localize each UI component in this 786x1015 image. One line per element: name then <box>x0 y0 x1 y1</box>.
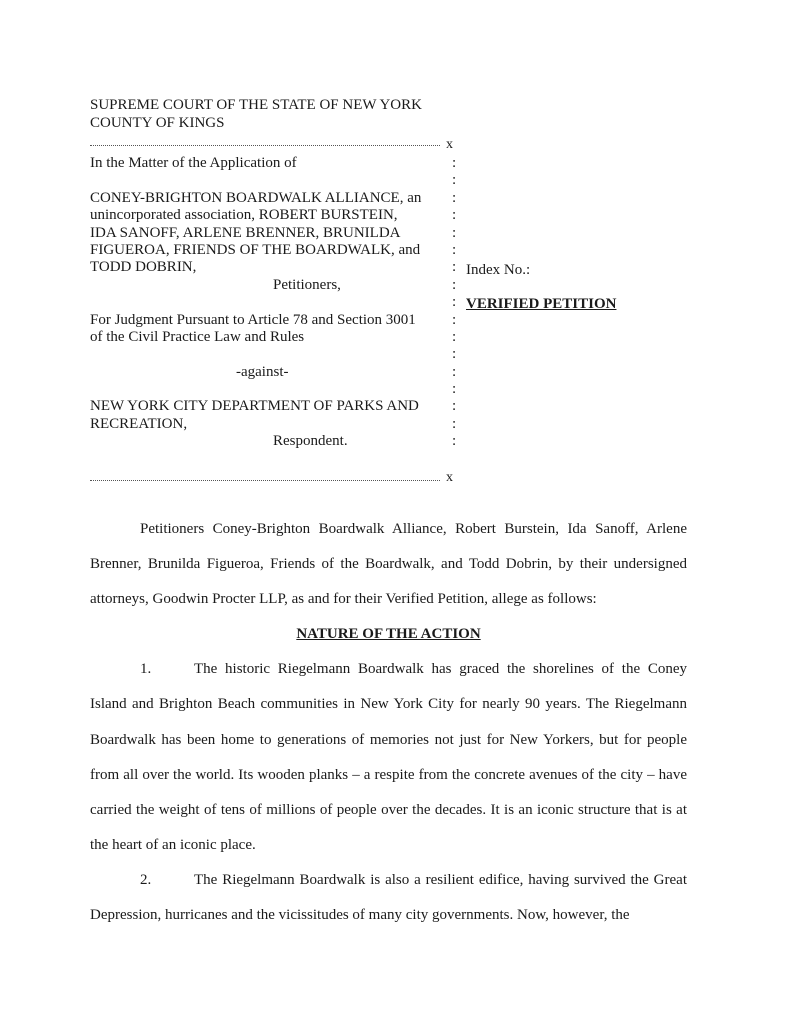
respondent-line: RECREATION, <box>90 415 188 432</box>
caption-bottom-rule-mark: x <box>446 470 453 485</box>
caption-colon: : <box>452 363 457 380</box>
caption-colon: : <box>452 294 457 311</box>
respondent-line: NEW YORK CITY DEPARTMENT OF PARKS AND <box>90 398 419 415</box>
caption-bottom-rule <box>90 480 440 481</box>
caption-colon: : <box>452 241 457 258</box>
petition-body <box>90 512 687 933</box>
numbered-paragraph <box>90 652 687 863</box>
paragraph-text: The historic Riegelmann Boardwalk has graced the shorelines of the Coney Island and Brighton Beach communities in New York City for nearly 90 years. The Riegelmann Boardwalk has been home to generations of memories not just for New Yorkers, but for people from all over the world. Its wooden planks – a respite from the concrete avenues of the city – have carried the weight of tens of millions of people over the decades. It is an iconic structure that is at the heart of an iconic place. <box>90 661 687 853</box>
caption-colon: : <box>452 189 457 206</box>
caption-colon: : <box>452 155 457 171</box>
petitioners-label: Petitioners, <box>273 276 341 293</box>
judgment-line: For Judgment Pursuant to Article 78 and Section 3001 <box>90 311 416 328</box>
numbered-paragraph <box>90 863 687 933</box>
intro-text: Petitioners Coney-Brighton Boardwalk Alliance, Robert Burstein, Ida Sanoff, Arlene Brenner, Brunilda Figueroa, Friends of the Boardwalk, and Todd Dobrin, by their undersigned attorneys, Goodwin Procter LLP, as and for their Verified Petition, allege as follows: <box>90 521 687 608</box>
caption-colon: : <box>452 172 457 189</box>
caption-colon: : <box>452 381 457 398</box>
caption-colon: : <box>452 398 457 415</box>
paragraph-text: The Riegelmann Boardwalk is also a resilient edifice, having survived the Great Depression, hurricanes and the vicissitudes of many city governments. Now, however, the <box>90 871 687 924</box>
caption-colon-column <box>452 155 460 451</box>
court-header <box>90 96 422 132</box>
caption-colon: : <box>452 311 457 328</box>
petitioner-line: CONEY-BRIGHTON BOARDWALK ALLIANCE, an <box>90 189 422 206</box>
matter-line: In the Matter of the Application of <box>90 155 297 171</box>
paragraph-number: 1. <box>140 661 152 678</box>
caption-colon: : <box>452 276 457 293</box>
court-name: SUPREME COURT OF THE STATE OF NEW YORK <box>90 97 422 113</box>
index-number-label: Index No.: <box>466 262 531 278</box>
caption-colon: : <box>452 207 457 224</box>
respondent-label: Respondent. <box>273 433 348 450</box>
caption-colon: : <box>452 224 457 241</box>
petitioner-line: TODD DOBRIN, <box>90 259 197 276</box>
county-name: COUNTY OF KINGS <box>90 115 225 131</box>
section-heading: NATURE OF THE ACTION <box>296 626 481 643</box>
case-caption <box>90 155 450 451</box>
caption-colon: : <box>452 346 457 363</box>
caption-colon: : <box>452 259 457 276</box>
caption-top-rule-mark: x <box>446 137 453 152</box>
caption-colon: : <box>452 328 457 345</box>
caption-colon: : <box>452 415 457 432</box>
caption-colon: : <box>452 433 457 450</box>
petitioner-line: unincorporated association, ROBERT BURSTEIN, <box>90 207 398 224</box>
paragraph-number: 2. <box>140 871 152 888</box>
against-label: -against- <box>236 363 289 380</box>
document-title: VERIFIED PETITION <box>466 296 617 312</box>
judgment-line: of the Civil Practice Law and Rules <box>90 328 305 345</box>
petitioner-line: FIGUEROA, FRIENDS OF THE BOARDWALK, and <box>90 241 421 258</box>
petitioner-line: IDA SANOFF, ARLENE BRENNER, BRUNILDA <box>90 224 401 241</box>
caption-top-rule <box>90 145 440 146</box>
intro-paragraph <box>90 512 687 617</box>
